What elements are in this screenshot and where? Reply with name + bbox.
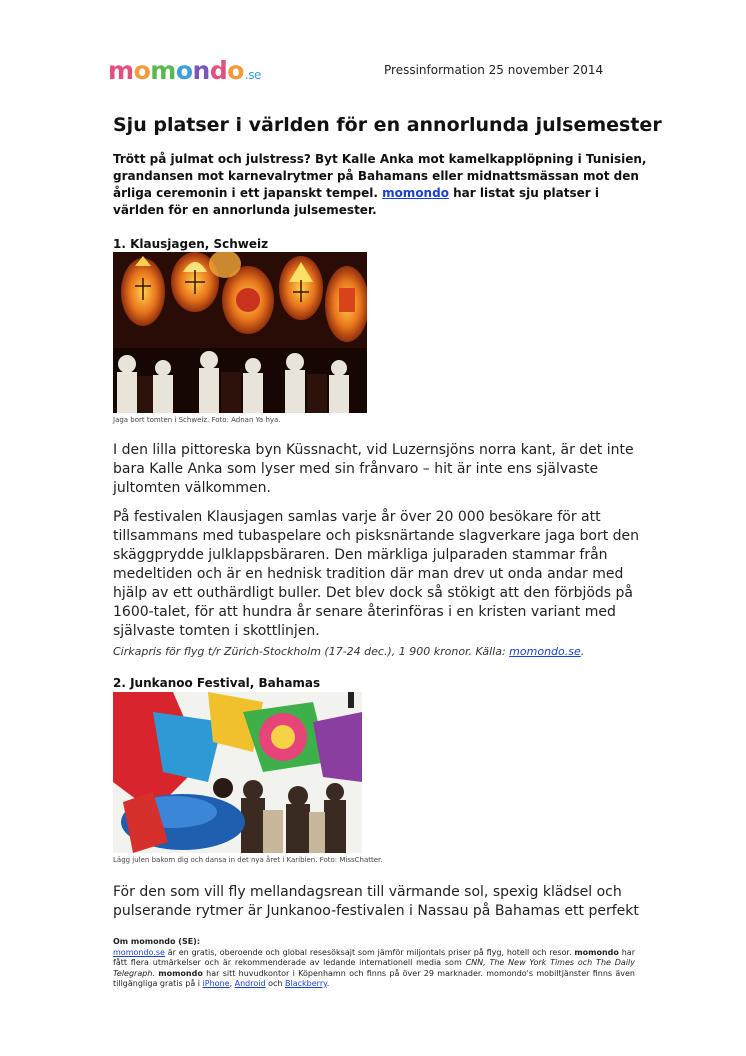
- about-momondo: [113, 937, 635, 990]
- logo-letter: m: [150, 56, 176, 85]
- about-text: är en gratis, oberoende och global resesöksajt som jämför miljontals priser på flyg, hotell och resor.: [164, 947, 575, 957]
- section-heading: 2. Junkanoo Festival, Bahamas: [113, 676, 321, 690]
- logo-letter: d: [209, 56, 228, 85]
- klausjagen-photo: [113, 252, 367, 413]
- photo-caption: Jaga bort tomten i Schweiz. Foto: Adnan Ya hya.: [113, 416, 281, 424]
- price-info: [113, 645, 584, 658]
- logo-letter: n: [192, 56, 210, 85]
- android-link[interactable]: Android: [234, 979, 266, 988]
- about-text: har sitt huvudkontor i Köpenhamn och finns på över 29 marknader. momondo's mobiltjänster finns även tillgängliga gratis på i: [113, 968, 635, 988]
- momondo-logo[interactable]: [108, 56, 261, 90]
- body-paragraph: I den lilla pittoreska byn Küssnacht, vid Luzernsjöns norra kant, är det inte bara Kalle Anka som lyser med sin frånvaro – hit är inte ens självaste jultomten välkommen.: [113, 442, 634, 496]
- momondo-se-link[interactable]: momondo.se: [509, 645, 581, 658]
- junkanoo-photo: [113, 692, 362, 853]
- lead-text: Trött på julmat och julstress? Byt Kalle Anka mot kamelkapplöpning i Tunisien, grandansen mot karnevalrytmer på Bahamans eller midnattsmässan mot den årliga ceremonin i ett japanskt tempel.: [113, 152, 647, 200]
- body-paragraph: För den som vill fly mellandagsrean till värmande sol, spexig klädsel och pulserande rytmer är Junkanoo-festivalen i Nassau på Bahamas ett perfekt: [113, 884, 639, 919]
- logo-letter: o: [133, 56, 151, 85]
- about-heading: Om momondo (SE):: [113, 937, 201, 946]
- media-names: CNN, The New York Times och The Daily Telegraph: [113, 958, 635, 978]
- logo-letter: m: [108, 56, 134, 85]
- iphone-link[interactable]: iPhone: [202, 979, 230, 988]
- about-text: och: [265, 979, 286, 988]
- body-paragraph: På festivalen Klausjagen samlas varje år över 20 000 besökare för att tillsammans med tubaspelare och pisksnärtande slagverkare jaga bort den skäggprydde julklappsbäraren. Den märkliga julparaden stammar från medeltiden och är en hednisk tradition där man drev ut onda andar med hjälp av ett outhärdligt buller. Det blev dock så stökigt att den förbjöds på 1600-talet, för att hundra år senare återinföras i en kristen variant med självaste tomten i skottlinjen.: [113, 509, 640, 639]
- photo-caption: Lägg julen bakom dig och dansa in det nya året i Karibien. Foto: MissChatter.: [113, 856, 383, 864]
- press-date: Pressinformation 25 november 2014: [384, 63, 604, 77]
- momondo-se-link[interactable]: momondo.se: [113, 947, 165, 957]
- price-end: .: [580, 645, 585, 658]
- about-text: .: [326, 979, 330, 988]
- logo-tld: .se: [244, 68, 261, 82]
- blackberry-link[interactable]: Blackberry: [285, 979, 327, 988]
- section-heading: 1. Klausjagen, Schweiz: [113, 237, 269, 251]
- about-text: ,: [229, 979, 235, 988]
- momondo-link[interactable]: momondo: [382, 186, 449, 200]
- logo-letter: o: [175, 56, 193, 85]
- lead-paragraph: [113, 151, 653, 219]
- brand-name: momondo: [158, 968, 203, 978]
- about-text: har fått flera utmärkelser och är rekommenderade av ledande internationell media som: [113, 947, 635, 967]
- lead-text: har listat sju platser i världen för en annorlunda julsemester.: [113, 186, 599, 217]
- brand-name: momondo: [574, 947, 619, 957]
- page-title: Sju platser i världen för en annorlunda julsemester: [113, 114, 662, 136]
- about-text: .: [152, 968, 159, 978]
- price-text: Cirkapris för flyg t/r Zürich-Stockholm (17-24 dec.), 1 900 kronor. Källa:: [113, 645, 510, 658]
- logo-letter: o: [227, 56, 244, 85]
